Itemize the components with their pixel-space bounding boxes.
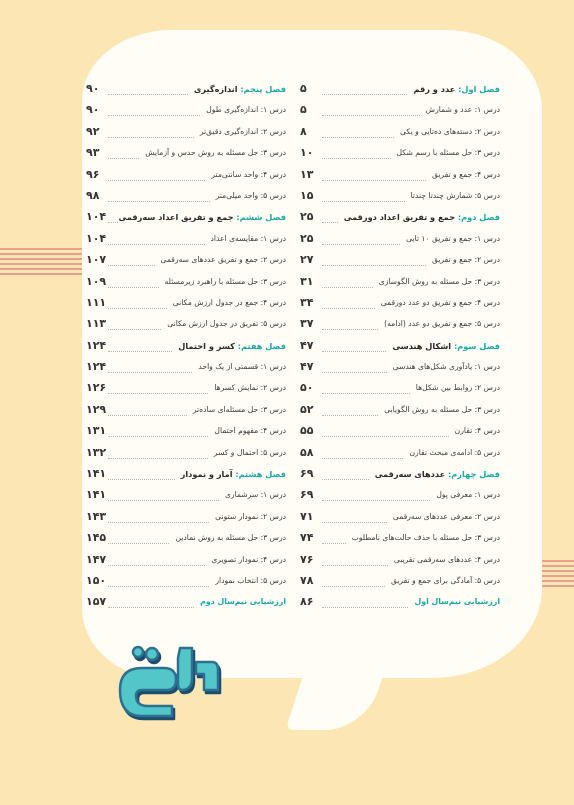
leader-dots <box>322 607 408 608</box>
page-number: ۱۱۳ <box>86 317 107 331</box>
page-number: ۹۰ <box>86 103 100 117</box>
lesson-row <box>86 446 286 467</box>
chapter-label: فصل چهارم: <box>448 469 500 480</box>
lesson-title: درس ۲: روابط بین شکل‌ها <box>415 383 500 393</box>
lesson-title: درس ۳: حل مسئله به روش الگوسازی <box>378 276 500 286</box>
page-number: ۱۵۰ <box>86 573 107 587</box>
page-number: ۱۴۵ <box>86 531 107 545</box>
leader-dots <box>108 308 167 309</box>
leader-dots <box>322 372 387 373</box>
leader-dots <box>108 351 172 352</box>
page-number: ۷۶ <box>300 552 314 566</box>
lesson-row <box>86 424 286 445</box>
chapter-row <box>300 339 500 360</box>
chapter-label: فصل اول: <box>458 84 500 94</box>
lesson-row <box>300 103 500 124</box>
lesson-title: درس ۱: جمع و تفریق ۱۰ تایی <box>406 233 500 243</box>
chapter-name: عددهای سه‌رقمی <box>374 469 449 480</box>
lesson-row <box>300 296 500 317</box>
lesson-row <box>300 253 500 274</box>
leader-dots <box>322 308 375 309</box>
leader-dots <box>322 415 378 416</box>
lesson-title: درس ۴: مفهوم احتمال <box>214 426 286 436</box>
page-number: ۷۴ <box>300 531 314 545</box>
leader-dots <box>108 201 210 202</box>
page-number: ۱۰۴ <box>86 231 107 245</box>
chapter-title <box>194 84 286 94</box>
lesson-row <box>300 125 500 146</box>
page-number: ۱۱۱ <box>86 295 107 309</box>
lesson-title: درس ۳: حل مسئله‌ای ساده‌تر <box>192 404 286 414</box>
chapter-label: فصل ششم: <box>236 212 286 223</box>
lesson-row <box>86 574 286 595</box>
leader-dots <box>108 393 208 394</box>
lesson-title: درس ۲: دسته‌های ده‌تایی و یکی <box>400 126 500 136</box>
lesson-title: درس ۴: تقارن <box>454 426 500 436</box>
chapter-title <box>181 469 286 479</box>
fehrest-logo <box>112 628 222 723</box>
lesson-title: درس ۵: تفریق در جدول ارزش مکانی <box>167 319 286 329</box>
page-number: ۹۰ <box>86 82 100 95</box>
page-number: ۱۳۲ <box>86 445 107 459</box>
lesson-title: درس ۲: جمع و تفریق عددهای سه‌رقمی <box>160 255 286 265</box>
chapter-title <box>392 341 500 351</box>
lesson-row <box>300 146 500 167</box>
lesson-row <box>300 574 500 595</box>
page-number: ۳۱ <box>300 274 314 288</box>
page-number: ۷۸ <box>300 573 314 587</box>
lesson-title: درس ۴: عددهای سه‌رقمی تقریبی <box>393 554 500 564</box>
leader-dots <box>108 265 155 266</box>
chapter-row <box>300 467 500 488</box>
lesson-row <box>300 488 500 509</box>
lesson-title: درس ۳: حل مسئله به روش نمادین <box>175 533 286 543</box>
assessment-row <box>86 595 286 616</box>
lesson-title: درس ۵: انتخاب نمودار <box>215 575 286 585</box>
lesson-title: درس ۱: سرشماری <box>224 490 286 500</box>
lesson-title: درس ۱: عدد و شمارش <box>425 105 500 115</box>
leader-dots <box>322 115 420 116</box>
lesson-row <box>86 146 286 167</box>
chapter-row <box>86 210 286 231</box>
lesson-title: درس ۳: حل مسئله با راهبرد زیرمسئله <box>164 276 286 286</box>
leader-dots <box>108 115 200 116</box>
leader-dots <box>322 158 391 159</box>
leader-dots <box>322 522 387 523</box>
chapter-label: فصل هشتم: <box>235 469 286 480</box>
assessment-title: ارزشیابی نیم‌سال دوم <box>200 597 286 607</box>
lesson-title: درس ۲: نمایش کسرها <box>214 383 286 393</box>
leader-dots <box>322 436 449 437</box>
leader-dots <box>322 479 369 480</box>
chapter-row <box>86 467 286 488</box>
leader-dots <box>108 479 175 480</box>
lesson-title: درس ۲: معرفی عددهای سه‌رقمی <box>392 511 500 521</box>
leader-dots <box>322 222 338 223</box>
lesson-title: درس ۱: اندازه‌گیری طول <box>206 105 286 115</box>
lesson-row <box>300 360 500 381</box>
page-number: ۱۲۶ <box>86 381 107 395</box>
chapter-label: فصل سوم: <box>453 340 500 351</box>
leader-dots <box>108 329 161 330</box>
lesson-row <box>300 189 500 210</box>
lesson-row <box>300 232 500 253</box>
lesson-title: درس ۵: احتمال و کسر <box>213 447 286 457</box>
chapter-name: اندازه‌گیری <box>193 84 241 94</box>
leader-dots <box>322 94 407 95</box>
assessment-row <box>300 595 500 616</box>
page-number: ۹۳ <box>86 146 100 160</box>
page-number: ۱۵۷ <box>86 595 107 609</box>
page-number: ۸۶ <box>300 595 314 609</box>
lesson-title: درس ۳: حل مسئله به روش الگویابی <box>384 404 500 414</box>
lesson-title: درس ۵: آمادگی برای جمع و تفریق <box>390 575 500 585</box>
leader-dots <box>108 287 159 288</box>
chapter-name: آمار و نمودار <box>180 469 236 480</box>
lesson-row <box>86 232 286 253</box>
leader-dots <box>108 607 194 608</box>
page-number: ۵۵ <box>300 424 314 438</box>
lesson-row <box>86 317 286 338</box>
chapter-title <box>178 341 286 351</box>
chapter-name: اشکال هندسی <box>392 340 454 351</box>
page-number: ۵۰ <box>300 381 314 395</box>
lesson-title: درس ۴: جمع و تفریق <box>431 169 500 179</box>
lesson-title: درس ۲: جمع و تفریق <box>431 255 500 265</box>
lesson-row <box>86 275 286 296</box>
page-number: ۱۰ <box>300 146 314 160</box>
page-number: ۱۰۴ <box>86 210 107 224</box>
lesson-row <box>300 510 500 531</box>
leader-dots <box>108 436 208 437</box>
lesson-title: درس ۳: حل مسئله با رسم شکل <box>396 148 500 158</box>
leader-dots <box>322 393 410 394</box>
lesson-row <box>86 553 286 574</box>
leader-dots <box>322 565 388 566</box>
chapter-title <box>413 84 500 94</box>
leader-dots <box>322 287 373 288</box>
leader-dots <box>108 222 118 223</box>
page-number: ۲۵ <box>300 231 314 245</box>
leader-dots <box>108 137 194 138</box>
chapter-label: فصل دوم: <box>457 212 500 223</box>
page-number: ۵۲ <box>300 402 314 416</box>
lesson-title: درس ۵: شمارش چندتا چندتا <box>410 190 500 200</box>
leader-dots <box>322 543 346 544</box>
lesson-row <box>86 253 286 274</box>
page-number: ۱۴۳ <box>86 509 107 523</box>
page-number: ۶۹ <box>300 488 314 502</box>
lesson-row <box>300 381 500 402</box>
leader-dots <box>108 244 205 245</box>
leader-dots <box>108 458 208 459</box>
lesson-row <box>86 531 286 552</box>
chapter-title <box>344 212 500 222</box>
page-number: ۴۷ <box>300 338 314 352</box>
page-number: ۱۴۱ <box>86 488 107 502</box>
leader-dots <box>322 351 386 352</box>
lesson-row <box>300 424 500 445</box>
page-number: ۹۸ <box>86 188 100 202</box>
leader-dots <box>322 329 378 330</box>
page-number: ۱۴۷ <box>86 552 107 566</box>
leader-dots <box>108 94 188 95</box>
leader-dots <box>322 180 426 181</box>
lesson-row <box>300 317 500 338</box>
chapter-label: فصل هفتم: <box>237 340 286 351</box>
page-number: ۴۷ <box>300 360 314 374</box>
page-number: ۷۱ <box>300 509 314 523</box>
chapter-name: کسر و احتمال <box>178 340 238 351</box>
lesson-title: درس ۵: واحد میلی‌متر <box>215 190 286 200</box>
toc-left-column <box>86 82 286 617</box>
chapter-row <box>86 82 286 103</box>
page-number: ۲۷ <box>300 253 314 267</box>
leader-dots <box>108 500 219 501</box>
lesson-title: درس ۳: حل مسئله با حذف حالت‌های نامطلوب <box>351 533 500 543</box>
page-number: ۱۲۹ <box>86 402 107 416</box>
assessment-title: ارزشیابی نیم‌سال اول <box>414 597 500 607</box>
page-number: ۱۲۴ <box>86 338 107 352</box>
leader-dots <box>108 180 205 181</box>
leader-dots <box>108 158 139 159</box>
leader-dots <box>108 586 209 587</box>
leader-dots <box>322 500 430 501</box>
lesson-title: درس ۱: مقایسه‌ی اعداد <box>210 233 286 243</box>
page-number: ۲۵ <box>300 210 314 224</box>
page-number: ۸ <box>300 124 307 138</box>
lesson-row <box>86 168 286 189</box>
lesson-title: درس ۵: جمع و تفریق دو عدد (ادامه) <box>384 319 500 329</box>
page-number: ۱۵ <box>300 188 314 202</box>
leader-dots <box>322 586 385 587</box>
chapter-label: فصل پنجم: <box>240 84 286 94</box>
page-number: ۱۳۱ <box>86 424 107 438</box>
lesson-row <box>86 510 286 531</box>
lesson-row <box>300 446 500 467</box>
chapter-name: جمع و تفریق اعداد سه‌رقمی <box>118 212 237 223</box>
page-number: ۱۲۴ <box>86 360 107 374</box>
chapter-name: جمع و تفریق اعداد دورقمی <box>343 212 458 223</box>
lesson-title: درس ۴: جمع در جدول ارزش مکانی <box>172 297 286 307</box>
lesson-row <box>86 103 286 124</box>
page-number: ۵ <box>300 103 307 117</box>
page-number: ۹۶ <box>86 167 100 181</box>
chapter-row <box>300 210 500 231</box>
lesson-title: درس ۲: نمودار ستونی <box>215 511 286 521</box>
lesson-row <box>86 488 286 509</box>
leader-dots <box>322 244 400 245</box>
lesson-row <box>300 168 500 189</box>
page-number: ۳۷ <box>300 317 314 331</box>
lesson-title: درس ۴: واحد سانتی‌متر <box>211 169 286 179</box>
page-number: ۱۰۹ <box>86 274 107 288</box>
chapter-row <box>300 82 500 103</box>
page-number: ۱۰۷ <box>86 253 107 267</box>
leader-dots <box>322 265 426 266</box>
chapter-row <box>86 339 286 360</box>
lesson-title: درس ۴: جمع و تفریق دو عدد دورقمی <box>380 297 500 307</box>
chapter-name: عدد و رقم <box>413 84 459 94</box>
chapter-title <box>118 212 286 222</box>
chapter-title <box>375 469 500 479</box>
lesson-row <box>300 403 500 424</box>
leader-dots <box>108 565 205 566</box>
lesson-title: درس ۳: حل مسئله به روش حدس و آزمایش <box>145 148 286 158</box>
toc-right-column <box>300 82 500 617</box>
lesson-title: درس ۱: یادآوری شکل‌های هندسی <box>392 362 500 372</box>
leader-dots <box>322 137 394 138</box>
page-number: ۵۸ <box>300 445 314 459</box>
leader-dots <box>322 201 405 202</box>
leader-dots <box>108 415 187 416</box>
lesson-row <box>300 553 500 574</box>
page-number: ۱۴۱ <box>86 467 107 481</box>
lesson-title: درس ۲: اندازه‌گیری دقیق‌تر <box>199 126 286 136</box>
lesson-row <box>86 189 286 210</box>
lesson-row <box>86 403 286 424</box>
lesson-title: درس ۵: ادامه‌ی مبحث تقارن <box>409 447 500 457</box>
lesson-title: درس ۴: نمودار تصویری <box>211 554 286 564</box>
lesson-title: درس ۱: معرفی پول <box>436 490 500 500</box>
lesson-row <box>86 296 286 317</box>
leader-dots <box>322 458 403 459</box>
lesson-row <box>300 531 500 552</box>
page-number: ۹۲ <box>86 124 100 138</box>
page-number: ۳۴ <box>300 295 314 309</box>
lesson-row <box>300 275 500 296</box>
page-number: ۱۳ <box>300 167 314 181</box>
page-number: ۵ <box>300 82 307 95</box>
leader-dots <box>108 372 192 373</box>
leader-dots <box>108 543 169 544</box>
lesson-row <box>86 360 286 381</box>
lesson-title: درس ۱: قسمتی از یک واحد <box>198 362 286 372</box>
lesson-row <box>86 125 286 146</box>
leader-dots <box>108 522 209 523</box>
page-number: ۶۹ <box>300 467 314 481</box>
lesson-row <box>86 381 286 402</box>
